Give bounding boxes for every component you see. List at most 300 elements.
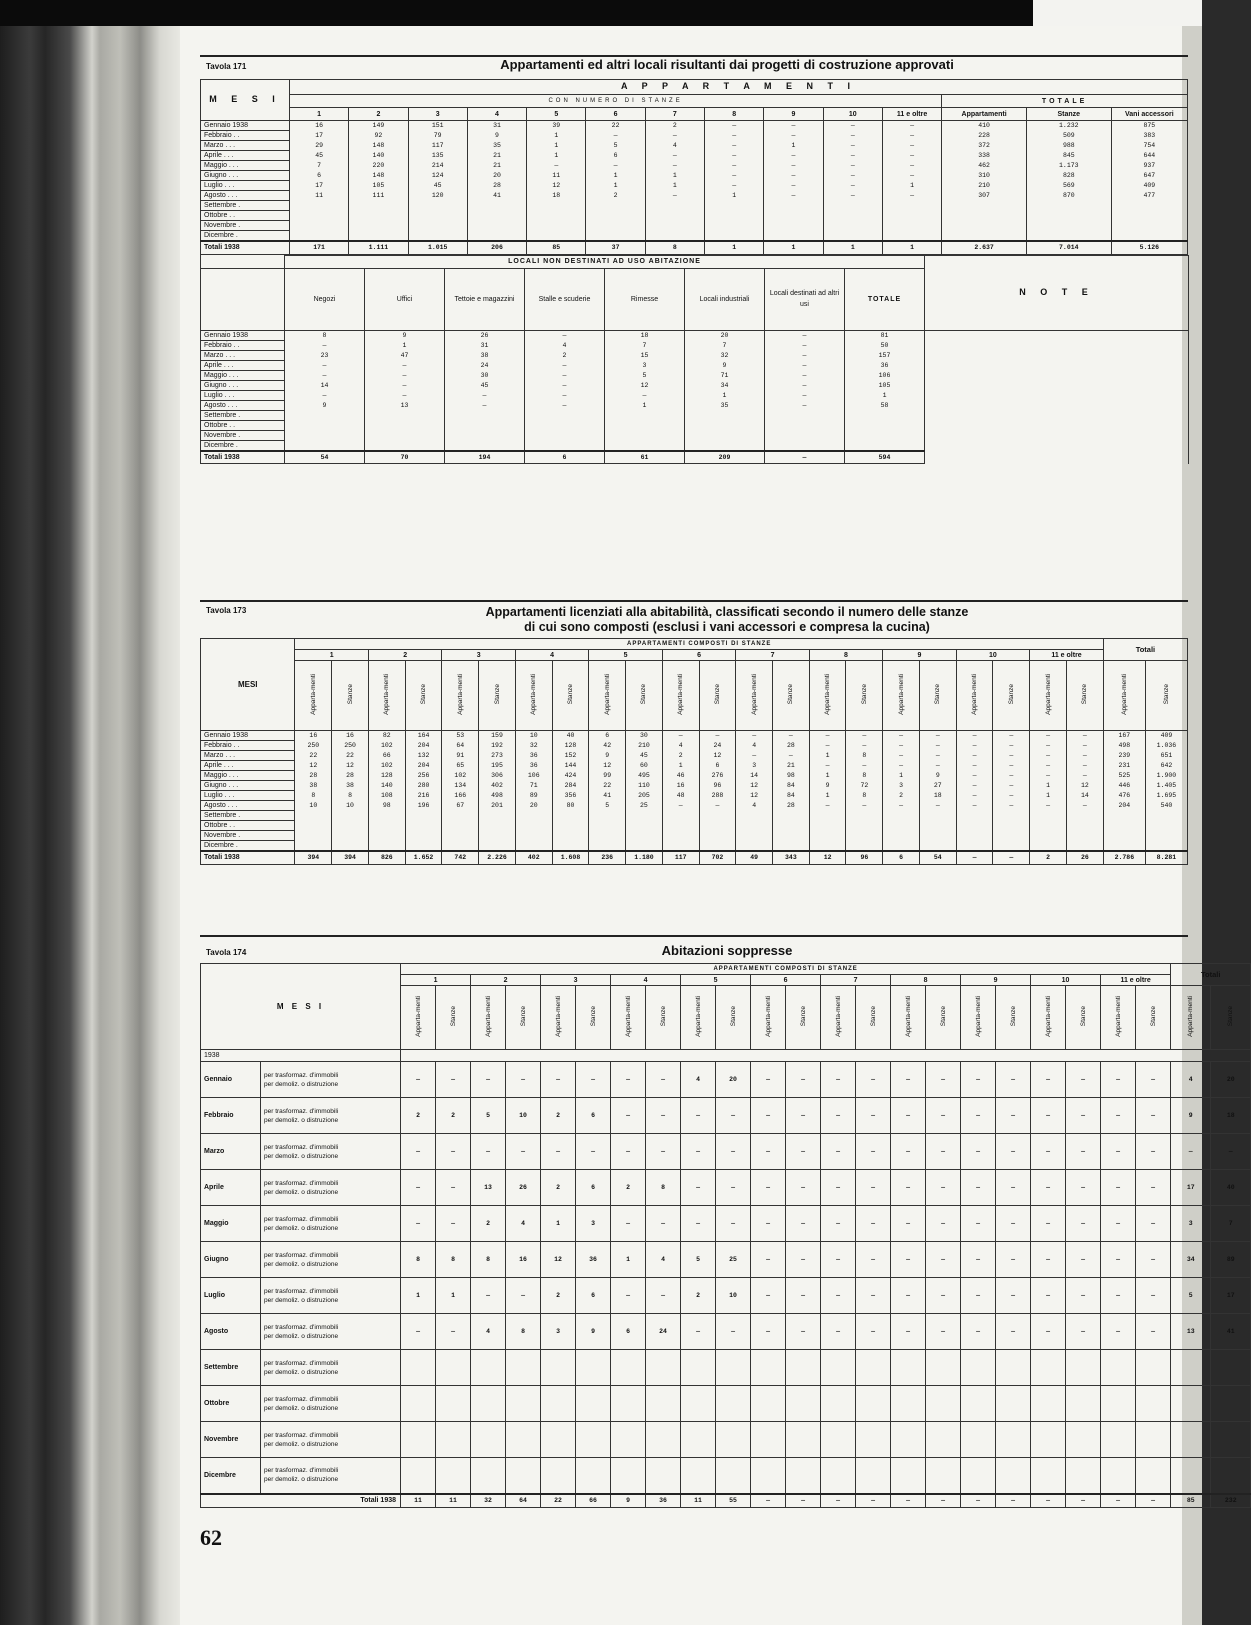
table-row [201,731,1188,741]
table-cell [685,440,765,451]
table-cell: — [527,161,586,171]
month-label: Aprile . . . [201,360,285,370]
table-cell [882,211,941,221]
table-cell [349,231,408,242]
month-label: Novembre . [201,430,285,440]
reason-demolizione: per demoliz. o distruzione [264,1116,339,1124]
table-cell: 239 [1103,751,1145,761]
sub-header-appartamenti [589,661,626,731]
table-cell: 3 [605,360,685,370]
table-cell: — [705,131,764,141]
sub-header-appartamenti [471,986,506,1050]
tavola-174-title: Abitazioni soppresse [661,943,793,958]
table-cell: 7 [605,340,685,350]
month-label: Febbraio . . [201,741,295,751]
table-cell: 2 [681,1278,716,1314]
table-cell [823,231,882,242]
table-cell [996,1458,1031,1494]
table-cell [1030,821,1067,831]
month-label: Agosto . . . [201,400,285,410]
table-cell: 106 [845,370,925,380]
table-cell: — [1211,1134,1251,1170]
table-cell [527,201,586,211]
table-cell [646,1386,681,1422]
table-cell [1145,821,1187,831]
table-cell [1211,1386,1251,1422]
table-cell: 91 [442,751,479,761]
month-label: Settembre . [201,811,295,821]
table-cell: 81 [845,330,925,340]
month-label: Gennaio 1938 [201,731,295,741]
table-cell [1101,1350,1136,1386]
table-cell: 250 [332,741,369,751]
table-cell: — [1101,1206,1136,1242]
table-cell [996,1386,1031,1422]
table-cell [442,821,479,831]
table-cell: — [956,771,993,781]
table-cell: — [436,1062,471,1098]
sub-header-appartamenti-text: Apparta-menti [603,673,611,715]
table-cell: — [856,1098,891,1134]
table-cell: — [821,1206,856,1242]
table-cell [736,831,773,841]
sub-header-appartamenti-text: Apparta-menti [1044,673,1052,715]
table-cell [1171,1422,1211,1458]
table-cell [405,841,442,852]
table-cell [471,1350,506,1386]
table-cell: — [1101,1134,1136,1170]
table-cell: 4 [525,340,605,350]
table-cell: 24 [445,360,525,370]
table-cell: 372 [942,141,1027,151]
room-col-header: 9 [961,975,1031,986]
table-cell: — [823,141,882,151]
table-cell [773,821,810,831]
total-cell: — [993,851,1030,864]
table-cell: 6 [576,1170,611,1206]
month-label: Maggio . . . [201,161,290,171]
table-cell [993,811,1030,821]
table-cell: — [1066,1170,1101,1206]
table-cell: 10 [295,801,332,811]
month-label: Ottobre . . [201,420,285,430]
table-cell [515,821,552,831]
table-cell: — [809,801,846,811]
room-col-header: 8 [705,108,764,121]
table-cell: 10 [515,731,552,741]
table-cell: 1 [883,771,920,781]
table-cell: — [285,360,365,370]
table-cell: — [646,1206,681,1242]
table-cell [845,420,925,430]
table-cell: 540 [1145,801,1187,811]
table-cell: 288 [699,791,736,801]
table-cell: — [993,741,1030,751]
table-cell: 498 [479,791,516,801]
table-cell: 111 [349,191,408,201]
table-cell [845,410,925,420]
table-cell [408,211,467,221]
month-label: Novembre [201,1422,261,1458]
table-cell [705,201,764,211]
table-cell [295,821,332,831]
table-cell: 16 [295,731,332,741]
table-cell: 1 [527,151,586,161]
table-cell [1111,201,1187,211]
total-cell: — [765,451,845,464]
table-cell [1111,211,1187,221]
table-cell [942,211,1027,221]
table-cell: — [786,1134,821,1170]
tavola-171-title-bar [200,55,1188,79]
table-cell: 16 [332,731,369,741]
table-cell: — [764,171,823,181]
table-cell: — [1066,761,1103,771]
reason-label [261,1062,401,1098]
sub-header-stanze [919,661,956,731]
table-cell: 41 [467,191,526,201]
room-col-header: 5 [589,650,662,661]
table-cell: 3 [736,761,773,771]
table-cell: — [1101,1062,1136,1098]
table-cell: — [764,151,823,161]
table-row [201,1062,1251,1098]
table-cell: — [365,390,445,400]
table-cell: 12 [736,781,773,791]
table-cell [1103,831,1145,841]
table-cell: — [926,1170,961,1206]
table-cell: 98 [773,771,810,781]
total-cell: 2.226 [479,851,516,864]
table-cell: 89 [1211,1242,1251,1278]
table-cell: — [1066,1206,1101,1242]
table-cell: 1 [1030,791,1067,801]
table-cell: 1.232 [1026,121,1111,131]
table-cell: — [856,1062,891,1098]
month-label: Maggio . . . [201,370,285,380]
table-row [201,821,1188,831]
table-cell: 875 [1111,121,1187,131]
total-cell: 36 [646,1494,681,1508]
table-cell [445,420,525,430]
table-cell: — [961,1242,996,1278]
table-cell: 6 [586,151,645,161]
table-cell: 2 [883,791,920,801]
table-cell: — [996,1314,1031,1350]
table-cell [605,410,685,420]
table-cell [365,420,445,430]
reason-demolizione: per demoliz. o distruzione [264,1404,339,1412]
total-cell: 1 [823,241,882,254]
table-cell: 30 [626,731,663,741]
table-cell: 988 [1026,141,1111,151]
table-cell [1103,811,1145,821]
table-cell: 8 [846,771,883,781]
table-cell [467,221,526,231]
table-cell: 9 [589,751,626,761]
table-cell: — [645,191,704,201]
table-cell: 2 [611,1170,646,1206]
sub-header-appartamenti [956,661,993,731]
table-cell: 18 [527,191,586,201]
table-cell: 18 [1211,1098,1251,1134]
total-cell: 66 [576,1494,611,1508]
table-cell: — [586,161,645,171]
table-cell: 15 [605,350,685,360]
room-col-header: 10 [823,108,882,121]
total-cell: 209 [685,451,765,464]
table-cell: 5 [471,1098,506,1134]
table-cell: — [736,751,773,761]
table-cell: 1 [662,761,699,771]
total-cell: — [856,1494,891,1508]
table-cell: — [525,390,605,400]
table-cell: — [436,1314,471,1350]
table-cell [751,1422,786,1458]
table-cell [295,831,332,841]
table-cell [295,841,332,852]
table-cell: — [765,350,845,360]
reason-trasformazione: per trasformaz. d'immobili [264,1359,339,1367]
table-cell [1026,211,1111,221]
table-cell: — [883,801,920,811]
table-cell: 195 [479,761,516,771]
sub-header-stanze-text: Stanze [939,1005,947,1027]
tavola-174-table [200,963,1251,1508]
table-cell [1026,221,1111,231]
table-cell [765,430,845,440]
table-cell [368,811,405,821]
table-cell: 20 [1211,1062,1251,1098]
sub-header-appartamenti-text: Apparta-menti [530,673,538,715]
table-cell: 12 [527,181,586,191]
sub-header-appartamenti [883,661,920,731]
table-cell: — [576,1062,611,1098]
table-cell: 2 [436,1098,471,1134]
month-label: Agosto . . . [201,801,295,811]
table-cell: 10 [716,1278,751,1314]
table-cell: — [751,1206,786,1242]
total-cell: 402 [515,851,552,864]
table-cell: 204 [405,761,442,771]
tavola-173 [200,600,1188,865]
table-cell [285,430,365,440]
table-cell: 7 [289,161,348,171]
table-cell: — [821,1170,856,1206]
reason-trasformazione: per trasformaz. d'immobili [264,1287,339,1295]
table-cell: 306 [479,771,516,781]
table-cell [442,841,479,852]
table-cell [956,831,993,841]
locali-col-header: TOTALE [845,268,925,330]
table-cell: — [765,390,845,400]
table-cell: 149 [349,121,408,131]
table-cell: 2 [541,1098,576,1134]
table-cell [1066,1458,1101,1494]
table-cell [926,1458,961,1494]
table-cell: — [823,191,882,201]
table-cell [1136,1458,1171,1494]
table-cell: — [506,1134,541,1170]
table-cell: — [445,400,525,410]
table-cell [586,221,645,231]
table-cell [809,841,846,852]
sub-header-stanze-text: Stanze [1081,683,1089,705]
sub-header-stanze-text: Stanze [659,1005,667,1027]
table-cell [576,1350,611,1386]
month-label: Luglio . . . [201,390,285,400]
table-cell: — [993,781,1030,791]
table-cell: 9 [365,330,445,340]
sub-header-stanze-text: Stanze [449,1005,457,1027]
table-cell: 12 [589,761,626,771]
tavola-173-body [201,731,1188,865]
table-row [201,811,1188,821]
table-cell [605,430,685,440]
table-cell: 8 [401,1242,436,1278]
table-cell [765,440,845,451]
table-cell [993,841,1030,852]
table-cell [1066,831,1103,841]
table-cell: — [605,390,685,400]
table-cell: 102 [368,761,405,771]
table-cell: 20 [467,171,526,181]
table-cell: — [285,390,365,400]
table-cell: 36 [576,1242,611,1278]
table-cell: — [1066,731,1103,741]
table-cell: — [891,1134,926,1170]
table-cell: — [926,1278,961,1314]
table-row [201,1098,1251,1134]
table-cell: — [846,801,883,811]
sub-header-appartamenti [401,986,436,1050]
table-cell: — [576,1134,611,1170]
table-cell: — [1031,1170,1066,1206]
reason-trasformazione: per trasformaz. d'immobili [264,1179,339,1187]
table-cell: 60 [626,761,663,771]
table-cell: 45 [445,380,525,390]
table-cell: 30 [445,370,525,380]
sub-header-appartamenti [736,661,773,731]
month-label: Maggio . . . [201,771,295,781]
table-cell: — [436,1170,471,1206]
table-cell [541,1386,576,1422]
table-cell: 10 [506,1098,541,1134]
table-cell [823,201,882,211]
mesi-header-174: M E S I [201,964,401,1050]
table-cell [891,1350,926,1386]
reason-demolizione: per demoliz. o distruzione [264,1296,339,1304]
locali-col-header: Stalle e scuderie [525,268,605,330]
table-cell: — [1101,1314,1136,1350]
total-cell: 6 [525,451,605,464]
room-col-header: 8 [891,975,961,986]
table-cell: — [765,360,845,370]
table-cell: 644 [1111,151,1187,161]
table-cell: 135 [408,151,467,161]
table-cell: — [891,1314,926,1350]
table-cell [764,221,823,231]
table-cell: — [662,731,699,741]
table-cell: — [1066,1134,1101,1170]
room-col-header: 8 [809,650,882,661]
total-cell: — [891,1494,926,1508]
table-cell: 9 [285,400,365,410]
table-cell: 17 [1211,1278,1251,1314]
table-cell [349,201,408,211]
table-cell: 201 [479,801,516,811]
locali-col-header: Uffici [365,268,445,330]
table-cell: — [882,121,941,131]
table-cell: 8 [285,330,365,340]
table-cell: 8 [436,1242,471,1278]
table-cell: — [751,1314,786,1350]
table-cell [699,821,736,831]
table-cell: 2 [586,191,645,201]
table-cell: 67 [442,801,479,811]
month-label: Dicembre . [201,841,295,852]
sub-header-stanze [436,986,471,1050]
table-cell: 216 [405,791,442,801]
table-cell: 5 [681,1242,716,1278]
table-cell: — [926,1206,961,1242]
table-cell: 45 [626,751,663,761]
total-label: Totali 1938 [201,851,295,864]
table-cell: — [821,1134,856,1170]
table-cell: — [891,1206,926,1242]
month-label: Agosto [201,1314,261,1350]
table-cell: — [1066,1062,1101,1098]
table-cell: — [823,121,882,131]
sub-header-appartamenti-text: Apparta-menti [764,995,772,1037]
table-cell: — [956,751,993,761]
sub-header-appartamenti-text: Apparta-menti [971,673,979,715]
table-cell: — [716,1134,751,1170]
table-cell: 1 [809,771,846,781]
tavola-171-locali-body [201,330,1189,464]
total-col-header: Vani accessori [1111,108,1187,121]
room-col-header: 10 [1031,975,1101,986]
table-cell: — [681,1206,716,1242]
table-row [201,761,1188,771]
table-cell [845,440,925,451]
table-cell: 140 [368,781,405,791]
table-cell: 32 [685,350,765,360]
table-cell: — [765,370,845,380]
tavola-173-title-bar [200,600,1188,638]
table-cell [646,1350,681,1386]
table-row [201,1170,1251,1206]
table-cell [611,1386,646,1422]
table-cell: 20 [716,1062,751,1098]
table-row [201,801,1188,811]
table-cell: — [1031,1242,1066,1278]
table-cell: 16 [662,781,699,791]
table-cell: 1 [845,390,925,400]
table-cell: — [882,151,941,161]
table-cell [365,410,445,420]
sub-header-stanze-text: Stanze [787,683,795,705]
reason-trasformazione: per trasformaz. d'immobili [264,1071,339,1079]
table-cell: 6 [589,731,626,741]
room-col-header: 3 [442,650,515,661]
month-label: Giugno . . . [201,781,295,791]
table-cell [961,1386,996,1422]
table-cell [919,841,956,852]
table-cell [786,1350,821,1386]
room-col-header: 1 [401,975,471,986]
total-cell: 85 [527,241,586,254]
